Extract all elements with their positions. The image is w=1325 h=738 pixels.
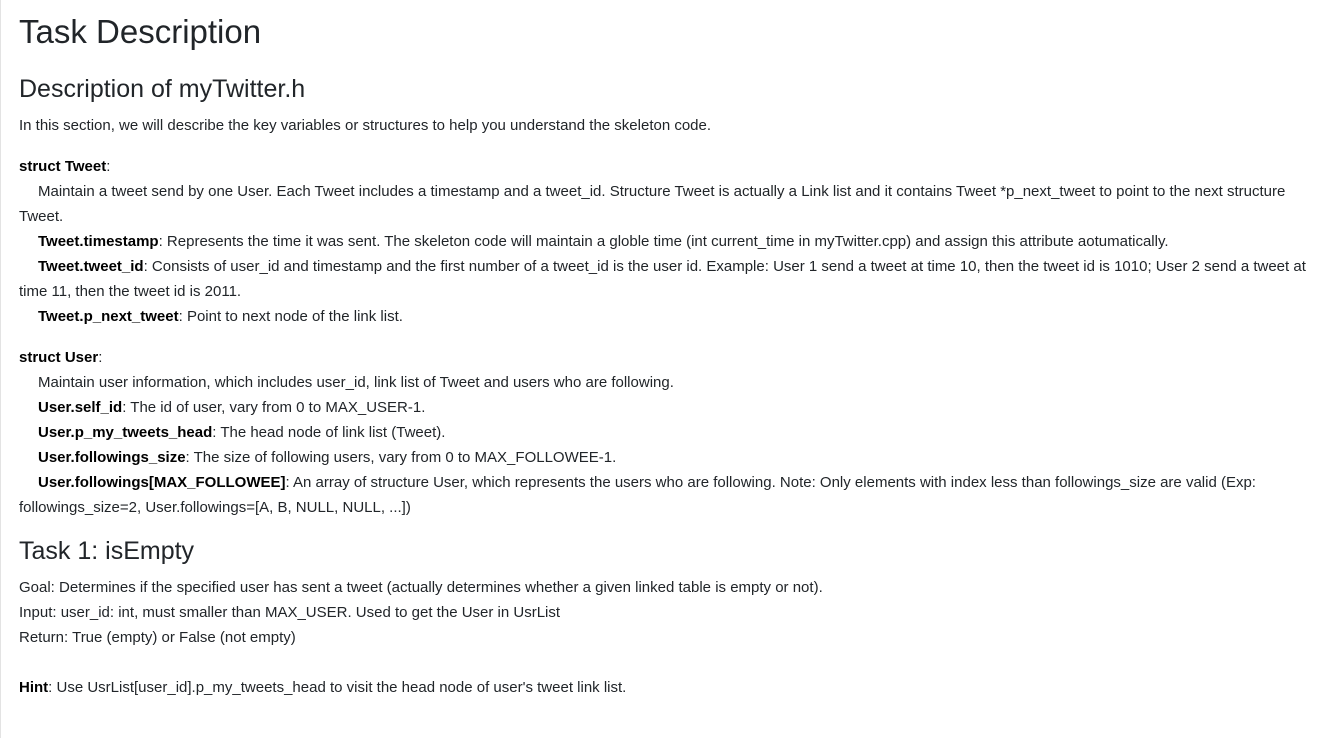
struct-tweet-heading-label: struct Tweet	[19, 157, 107, 175]
struct-user-heading-label: struct User	[19, 348, 99, 366]
struct-tweet-block	[19, 154, 1313, 329]
field-desc: : The head node of link list (Tweet).	[212, 423, 446, 441]
task1-block	[19, 536, 1313, 700]
field-tweet-p-next-tweet	[19, 304, 1313, 329]
hint-text: : Use UsrList[user_id].p_my_tweets_head to visit the head node of user's tweet link list.	[48, 678, 627, 696]
page-title: Task Description	[19, 13, 262, 50]
struct-user-description: Maintain user information, which includes user_id, link list of Tweet and users who are following.	[38, 373, 674, 391]
struct-user-heading: struct User:	[19, 348, 103, 366]
field-name: User.followings_size	[38, 448, 186, 466]
field-desc: : Point to next node of the link list.	[178, 307, 403, 325]
field-user-self-id	[19, 395, 1313, 420]
struct-tweet-heading: struct Tweet:	[19, 157, 111, 175]
field-tweet-tweet-id	[19, 254, 1313, 304]
field-desc: : Consists of user_id and timestamp and the first number of a tweet_id is the user id. Example: User 1 send a tweet at time 10, then the tweet id is 1010; User 2 send a tweet at time 11, then the tweet id is 2011.	[19, 257, 1306, 300]
task1-hint	[19, 675, 1313, 700]
hint-label: Hint	[19, 678, 49, 696]
field-name: User.self_id	[38, 398, 123, 416]
field-name: User.p_my_tweets_head	[38, 423, 213, 441]
field-user-followings-size	[19, 445, 1313, 470]
task1-title: Task 1: isEmpty	[19, 536, 195, 565]
main-content	[1, 0, 1325, 700]
field-tweet-timestamp	[19, 229, 1313, 254]
task1-input: Input: user_id: int, must smaller than MAX_USER. Used to get the User in UsrList	[19, 603, 561, 621]
task1-return: Return: True (empty) or False (not empty)	[19, 628, 296, 646]
field-desc: : An array of structure User, which represents the users who are following. Note: Only elements with index less than followings_size are valid (Exp: followings_size=2, User.followings=[A, B, NULL, NULL, ...])	[19, 473, 1256, 516]
field-name: Tweet.p_next_tweet	[38, 307, 179, 325]
field-user-followings	[19, 470, 1313, 520]
section-title-mytwitter-h: Description of myTwitter.h	[19, 74, 306, 103]
struct-tweet-description: Maintain a tweet send by one User. Each Tweet includes a timestamp and a tweet_id. Structure Tweet is actually a Link list and it contains Tweet *p_next_tweet to point to the next structure Tweet.	[19, 182, 1286, 225]
field-desc: : The id of user, vary from 0 to MAX_USER-1.	[122, 398, 426, 416]
struct-user-block	[19, 345, 1313, 520]
field-name: Tweet.timestamp	[38, 232, 159, 250]
task1-goal: Goal: Determines if the specified user has sent a tweet (actually determines whether a given linked table is empty or not).	[19, 578, 823, 596]
field-desc: : The size of following users, vary from 0 to MAX_FOLLOWEE-1.	[185, 448, 617, 466]
field-name: Tweet.tweet_id	[38, 257, 144, 275]
field-desc: : Represents the time it was sent. The skeleton code will maintain a globle time (int current_time in myTwitter.cpp) and assign this attribute aotumatically.	[158, 232, 1169, 250]
field-name: User.followings[MAX_FOLLOWEE]	[38, 473, 286, 491]
field-user-p-my-tweets-head	[19, 420, 1313, 445]
section-intro: In this section, we will describe the key variables or structures to help you understand the skeleton code.	[19, 116, 712, 134]
